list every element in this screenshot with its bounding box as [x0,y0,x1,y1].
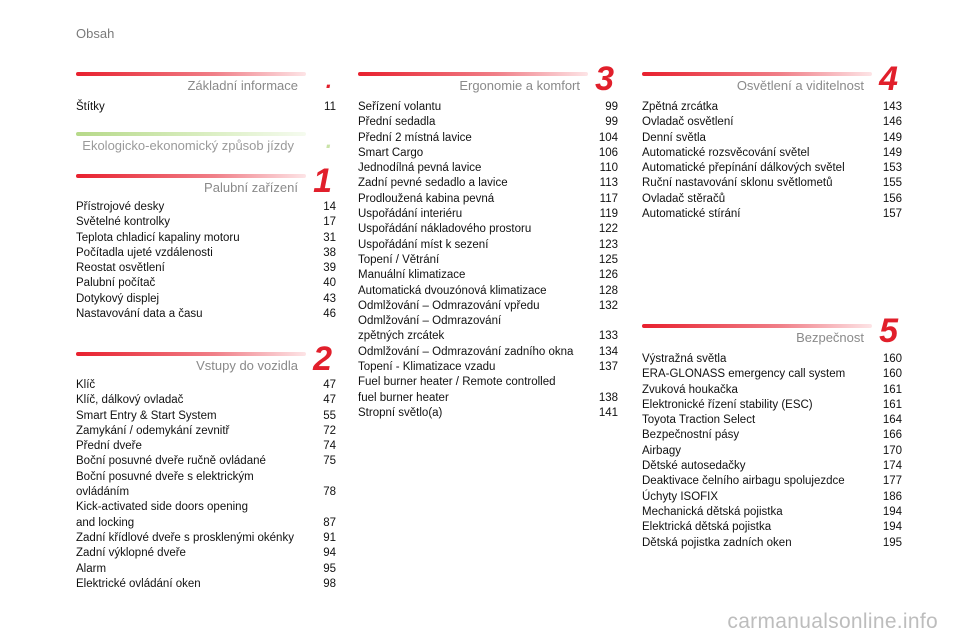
toc-entry[interactable] [642,459,902,474]
toc-entry[interactable] [76,246,336,261]
toc-entry-text: Výstražná světla [642,353,727,365]
toc-entry-page: 133 [598,330,618,343]
toc-entry-page: 99 [605,101,618,113]
toc-entry[interactable] [642,146,902,161]
section-bar [76,132,306,136]
toc-entry-text: Uspořádání interiéru [358,208,463,221]
toc-entry-page: 161 [882,398,902,411]
toc-entry-page: 46 [323,308,336,321]
toc-entry-page: 113 [599,177,618,190]
toc-entry[interactable] [358,238,618,253]
toc-entry-text: Dotykový displej [76,292,160,305]
toc-entry-page: 38 [323,246,336,259]
watermark: carmanualsonline.info [727,610,938,633]
section-eko [76,128,336,154]
toc-entry[interactable] [642,444,902,459]
entry-list [358,100,618,421]
toc-entry-text: Manuální klimatizace [358,269,466,282]
toc-entry[interactable] [76,292,336,307]
entry-list [76,200,336,322]
section-title: Vstupy do vozidla [196,358,298,373]
entry-list [642,352,902,551]
toc-entry[interactable] [76,231,336,246]
section-header [76,162,336,200]
toc-entry[interactable] [642,352,902,367]
toc-entry[interactable] [358,100,618,115]
entry-list [76,100,336,115]
toc-entry-text: Topení - Klimatizace vzadu [358,361,496,374]
toc-entry-page: 39 [323,262,336,275]
toc-entry[interactable] [642,161,902,176]
toc-entry-text: Fuel burner heater / Remote controlled fuel burner heater [358,376,556,404]
section-title: Ergonomie a komfort [459,78,580,93]
toc-entry[interactable] [358,406,618,421]
toc-entry[interactable] [358,192,618,207]
toc-entry-text: Bezpečnostní pásy [642,429,740,442]
toc-entry-page: 149 [882,146,902,159]
toc-entry[interactable] [358,314,618,345]
toc-entry-text: Zamykání / odemykání zevnitř [76,424,230,437]
toc-entry-page: 75 [323,455,336,468]
toc-entry-text: Ovladač osvětlení [642,116,734,129]
section-number: 2 [313,340,332,378]
toc-entry[interactable] [358,284,618,299]
toc-entry-text: Klíč, dálkový ovladač [76,394,184,407]
toc-entry[interactable] [358,115,618,130]
toc-entry-text: Automatické rozsvěcování světel [642,146,810,159]
toc-entry[interactable] [642,474,902,489]
toc-entry[interactable] [76,307,336,322]
toc-entry-page: 117 [599,192,618,205]
toc-entry-page: 55 [323,409,336,422]
toc-entry[interactable] [76,546,336,561]
toc-entry[interactable] [76,261,336,276]
toc-entry[interactable] [358,176,618,191]
toc-entry-text: Deaktivace čelního airbagu spolujezdce [642,475,845,488]
toc-entry[interactable] [358,207,618,222]
toc-entry-text: Odmlžování – Odmrazování zpětných zrcátek [358,315,502,343]
section-ergonomie [358,60,618,421]
toc-entry-page: 174 [882,460,902,473]
toc-entry-text: Uspořádání nákladového prostoru [358,223,532,236]
toc-entry-text: Smart Entry & Start System [76,409,217,422]
toc-entry[interactable] [76,562,336,577]
toc-entry-page: 153 [882,162,902,175]
section-header [76,68,336,94]
toc-entry-page: 110 [599,162,618,175]
toc-entry-text: Odmlžování – Odmrazování zadního okna [358,345,574,358]
toc-entry-text: Světelné kontrolky [76,216,170,229]
toc-entry-page: 143 [882,101,902,113]
toc-entry[interactable] [76,200,336,215]
toc-entry[interactable] [76,439,336,454]
toc-entry-text: Topení / Větrání [358,253,440,266]
toc-entry-page: 43 [323,292,336,305]
entry-list [76,378,336,592]
section-number: 3 [595,60,614,98]
section-title: Ekologicko-ekonomický způsob jízdy [82,138,294,153]
section-vstupy [76,340,336,592]
toc-entry[interactable] [76,378,336,393]
toc-entry-text: Palubní počítač [76,277,156,290]
section-palubni [76,162,336,322]
section-title: Palubní zařízení [204,180,298,195]
toc-entry-text: Kick-activated side doors opening and locking [76,501,248,529]
toc-entry-text: Reostat osvětlení [76,262,165,275]
section-header [642,312,902,350]
section-bar [76,352,306,356]
toc-entry-page: 157 [882,208,902,221]
toc-entry[interactable] [358,222,618,237]
toc-entry[interactable] [642,115,902,130]
toc-entry-page: 149 [882,131,902,144]
section-bar [358,72,588,76]
toc-entry-text: Toyota Traction Select [642,414,756,427]
section-bar [76,72,306,76]
toc-entry-page: 160 [882,353,902,365]
toc-entry-page: 119 [599,208,618,221]
toc-entry-page: 91 [323,531,336,544]
toc-entry[interactable] [642,428,902,443]
toc-entry[interactable] [358,360,618,375]
toc-entry-text: Prodloužená kabina pevná [358,192,495,205]
toc-entry[interactable] [642,383,902,398]
toc-entry-page: 17 [323,216,336,229]
toc-entry[interactable] [76,454,336,469]
section-bar [642,324,872,328]
toc-entry[interactable] [76,577,336,592]
toc-entry-text: Elektrické ovládání oken [76,577,201,590]
section-number: 4 [879,60,898,98]
toc-entry-page: 123 [598,238,618,251]
toc-entry-page: 98 [323,577,336,590]
toc-entry-page: 170 [882,444,902,457]
toc-entry-page: 106 [598,146,618,159]
toc-entry-page: 87 [323,516,336,529]
section-header [358,60,618,98]
toc-entry[interactable] [358,146,618,161]
toc-entry-page: 74 [323,440,336,453]
toc-entry-page: 186 [882,490,902,503]
toc-entry-text: Stropní světlo(a) [358,406,443,419]
toc-entry[interactable] [358,161,618,176]
toc-entry[interactable] [76,393,336,408]
toc-entry-page: 72 [323,424,336,437]
section-osvetleni [642,60,902,222]
toc-entry-text: Zpětná zrcátka [642,101,719,113]
toc-entry-text: Automatické stírání [642,208,741,221]
toc-entry-text: Jednodílná pevná lavice [358,162,482,175]
toc-entry-page: 161 [882,383,902,396]
section-number: . [325,68,332,93]
toc-entry-text: Uspořádání míst k sezení [358,238,489,251]
toc-entry-page: 14 [323,201,336,213]
toc-entry-page: 155 [882,177,902,190]
toc-entry-page: 177 [882,475,902,488]
toc-entry-page: 137 [598,361,618,374]
toc-entry-text: Zadní pevné sedadlo a lavice [358,177,508,190]
section-title: Bezpečnost [796,330,864,345]
toc-entry[interactable] [642,505,902,520]
toc-entry[interactable] [642,192,902,207]
toc-entry-page: 138 [598,391,618,404]
toc-entry[interactable] [358,375,618,406]
toc-entry[interactable] [642,490,902,505]
toc-entry[interactable] [642,131,902,146]
toc-entry-text: Boční posuvné dveře s elektrickým ovládáním [76,470,254,499]
toc-entry-text: Úchyty ISOFIX [642,490,719,503]
toc-entry-page: 141 [598,406,618,419]
toc-entry-page: 104 [598,131,618,144]
toc-entry-text: Počítadla ujeté vzdálenosti [76,246,213,259]
toc-entry[interactable] [642,100,902,115]
toc-entry[interactable] [642,520,902,535]
toc-entry-text: Zadní křídlové dveře s prosklenými okénky [76,531,294,544]
toc-entry-page: 125 [598,253,618,266]
toc-entry[interactable] [76,424,336,439]
section-number: 1 [313,162,332,200]
toc-entry[interactable] [642,398,902,413]
section-bezpecnost [642,312,902,551]
toc-entry-page: 134 [598,345,618,358]
toc-entry-page: 11 [324,101,336,113]
toc-entry[interactable] [76,500,336,531]
toc-entry[interactable] [358,345,618,360]
section-title: Osvětlení a viditelnost [736,78,864,93]
toc-entry-page: 128 [598,284,618,297]
toc-entry-page: 122 [598,223,618,236]
toc-entry[interactable] [642,413,902,428]
toc-entry-text: ERA-GLONASS emergency call system [642,368,846,381]
toc-entry[interactable] [642,207,902,222]
toc-entry[interactable] [358,299,618,314]
toc-entry[interactable] [76,276,336,291]
toc-entry-page: 40 [323,277,336,290]
section-header [642,60,902,98]
toc-entry-page: 194 [882,521,902,534]
toc-entry-page: 156 [882,192,902,205]
toc-entry-page: 31 [323,231,336,244]
toc-entry[interactable] [76,409,336,424]
toc-entry-page: 94 [323,547,336,560]
toc-entry[interactable] [76,470,336,501]
toc-entry-page: 160 [882,368,902,381]
toc-entry-page: 164 [882,414,902,427]
toc-entry-page: 126 [598,269,618,282]
toc-entry-text: Dětská pojistka zadních oken [642,536,792,549]
toc-entry-text: Přední 2 místná lavice [358,131,472,144]
toc-entry[interactable] [642,367,902,382]
toc-entry-text: Zadní výklopné dveře [76,547,186,560]
toc-entry-text: Mechanická dětská pojistka [642,505,783,518]
toc-entry-text: Přední dveře [76,440,142,453]
toc-entry[interactable] [76,215,336,230]
toc-entry[interactable] [76,531,336,546]
toc-entry-page: 195 [882,536,902,549]
toc-entry-page: 47 [323,379,336,391]
toc-entry-text: Klíč [76,379,96,391]
toc-entry[interactable] [642,176,902,191]
toc-entry-text: Automatická dvouzónová klimatizace [358,284,547,297]
toc-entry-page: 132 [598,299,618,312]
toc-entry-text: Teplota chladicí kapaliny motoru [76,231,240,244]
toc-entry-text: Ovladač stěračů [642,192,726,205]
toc-entry-text: Nastavování data a času [76,308,203,321]
toc-entry-text: Odmlžování – Odmrazování vpředu [358,299,540,312]
toc-entry-page: 95 [323,562,336,575]
page-header: Obsah [76,26,115,41]
toc-entry-page: 146 [882,116,902,129]
toc-entry-text: Seřízení volantu [358,101,442,113]
toc-entry-text: Přístrojové desky [76,201,165,213]
toc-entry-page: 194 [882,505,902,518]
section-number: 5 [879,312,898,350]
section-zakladni [76,68,336,115]
toc-entry-text: Štítky [76,101,105,113]
toc-entry-text: Dětské autosedačky [642,460,746,473]
toc-entry-text: Denní světla [642,131,706,144]
toc-entry[interactable] [358,131,618,146]
toc-entry-page: 166 [882,429,902,442]
toc-entry-text: Elektrická dětská pojistka [642,521,772,534]
toc-entry-page: 47 [323,394,336,407]
toc-entry-text: Elektronické řízení stability (ESC) [642,398,813,411]
toc-entry-text: Airbagy [642,444,681,457]
toc-entry-text: Přední sedadla [358,116,436,129]
toc-entry-page: 78 [323,486,336,499]
toc-entry[interactable] [358,268,618,283]
toc-entry-page: 99 [605,116,618,129]
toc-entry-text: Alarm [76,562,107,575]
entry-list [642,100,902,222]
toc-entry-text: Ruční nastavování sklonu světlometů [642,177,833,190]
toc-entry[interactable] [642,536,902,551]
section-bar [642,72,872,76]
toc-entry-text: Smart Cargo [358,146,424,159]
section-header [76,340,336,378]
section-header [76,128,336,154]
toc-entry-text: Boční posuvné dveře ručně ovládané [76,455,266,468]
section-number: . [325,128,332,153]
toc-entry-text: Zvuková houkačka [642,383,738,396]
section-bar [76,174,306,178]
toc-entry-text: Automatické přepínání dálkových světel [642,162,845,175]
toc-entry[interactable] [358,253,618,268]
section-title: Základní informace [187,78,298,93]
toc-entry[interactable] [76,100,336,115]
